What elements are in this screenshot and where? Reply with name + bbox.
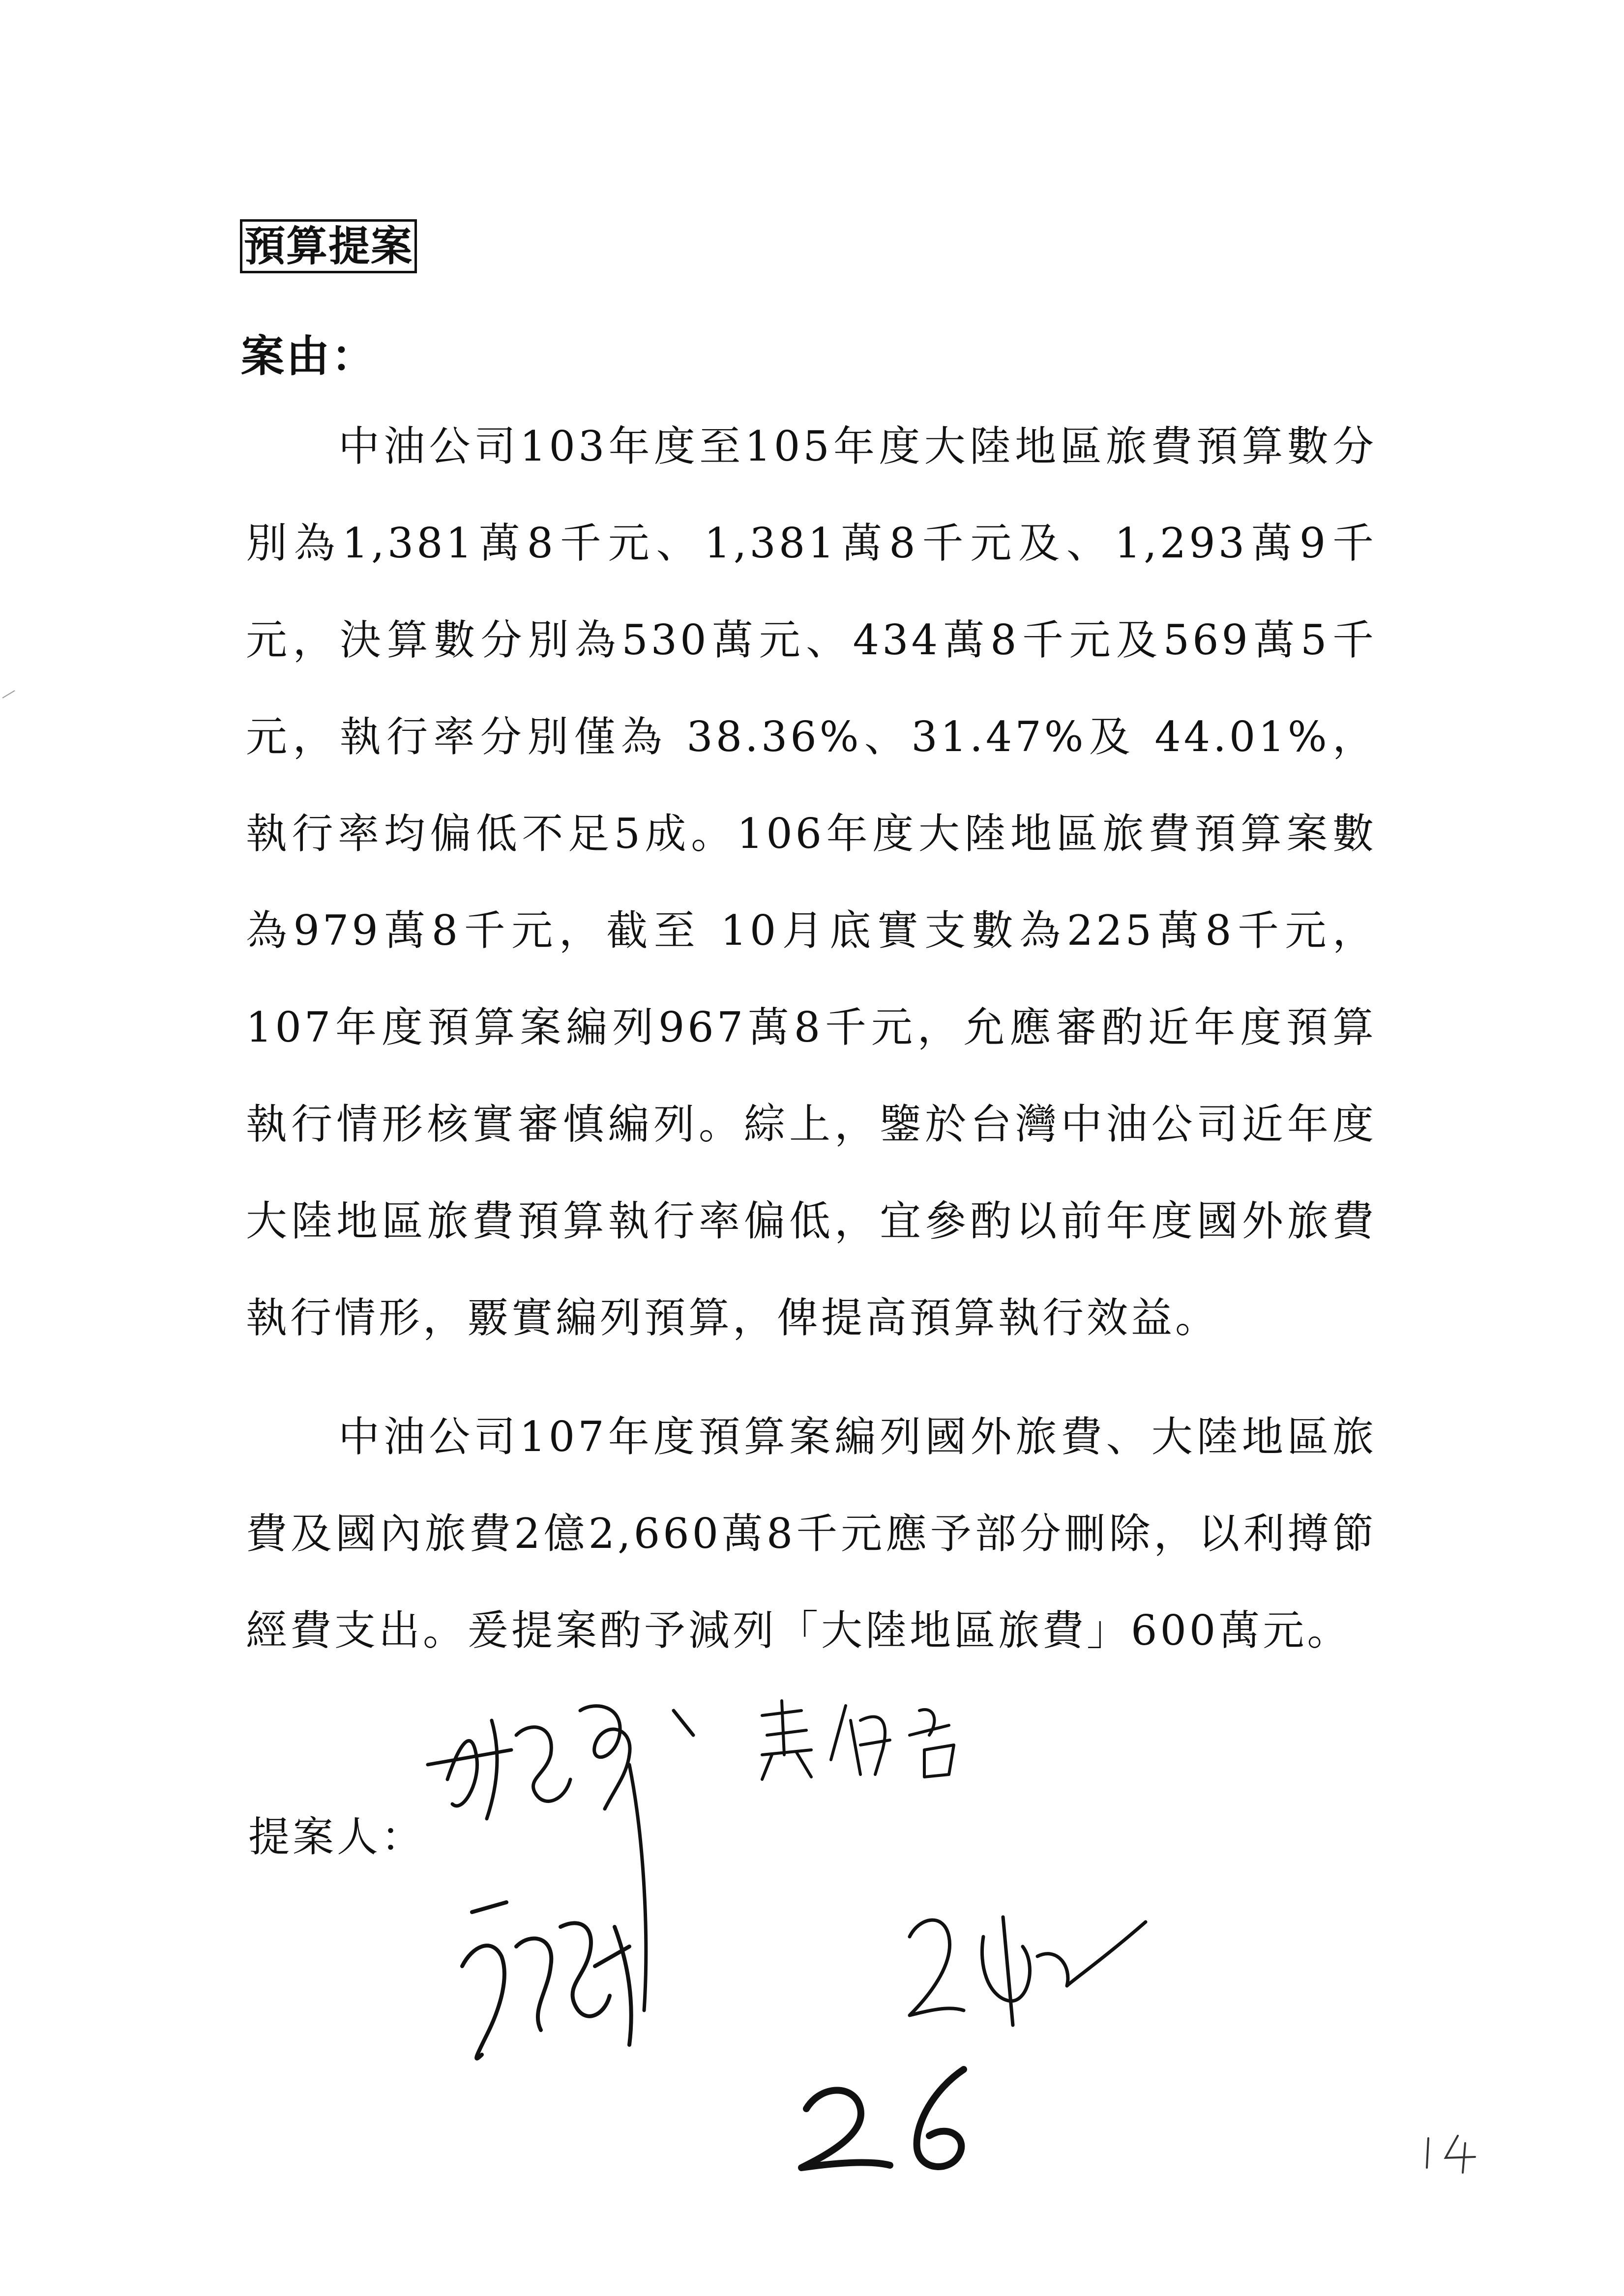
handwritten-page-number <box>787 2055 993 2182</box>
corner-page-number <box>1416 2128 1490 2178</box>
scan-mark <box>0 683 20 703</box>
handwritten-signature-3 <box>462 1902 631 2059</box>
paragraph-1: 中油公司103年度至105年度大陸地區旅費預算數分別為1,381萬8千元、1,381萬8千元及、1,293萬9千元，決算數分別為530萬元、434萬8千元及569萬5千元，執行率分別僅為 38.36%、31.47%及 44.01%，執行率均偏低不足5成。106年度大陸地區旅費預算案數為979萬8千元，截至 10月底實支數為225萬8千元，107年度預算案編列967萬8千元，允應審酌近年度預算執行情形核實審慎編列。綜上，鑒於台灣中油公司近年度大陸地區旅費預算執行率偏低，宜參酌以前年度國外旅費執行情形，覈實編列預算，俾提高預算執行效益。 <box>246 422 1377 1342</box>
handwritten-signature-2 <box>762 1701 954 1779</box>
signatures <box>418 1691 1254 2114</box>
document-heading: 預算提案 <box>240 219 417 273</box>
handwritten-signature-4 <box>910 1917 1146 2025</box>
handwritten-signature-1 <box>428 1706 693 2010</box>
paragraph-2: 中油公司107年度預算案編列國外旅費、大陸地區旅費及國內旅費2億2,660萬8千元應予部分刪除，以利撙節經費支出。爰提案酌予減列「大陸地區旅費」600萬元。 <box>246 1413 1377 1655</box>
proposer-label: 提案人： <box>248 1813 426 1861</box>
reason-label: 案由： <box>241 330 377 381</box>
